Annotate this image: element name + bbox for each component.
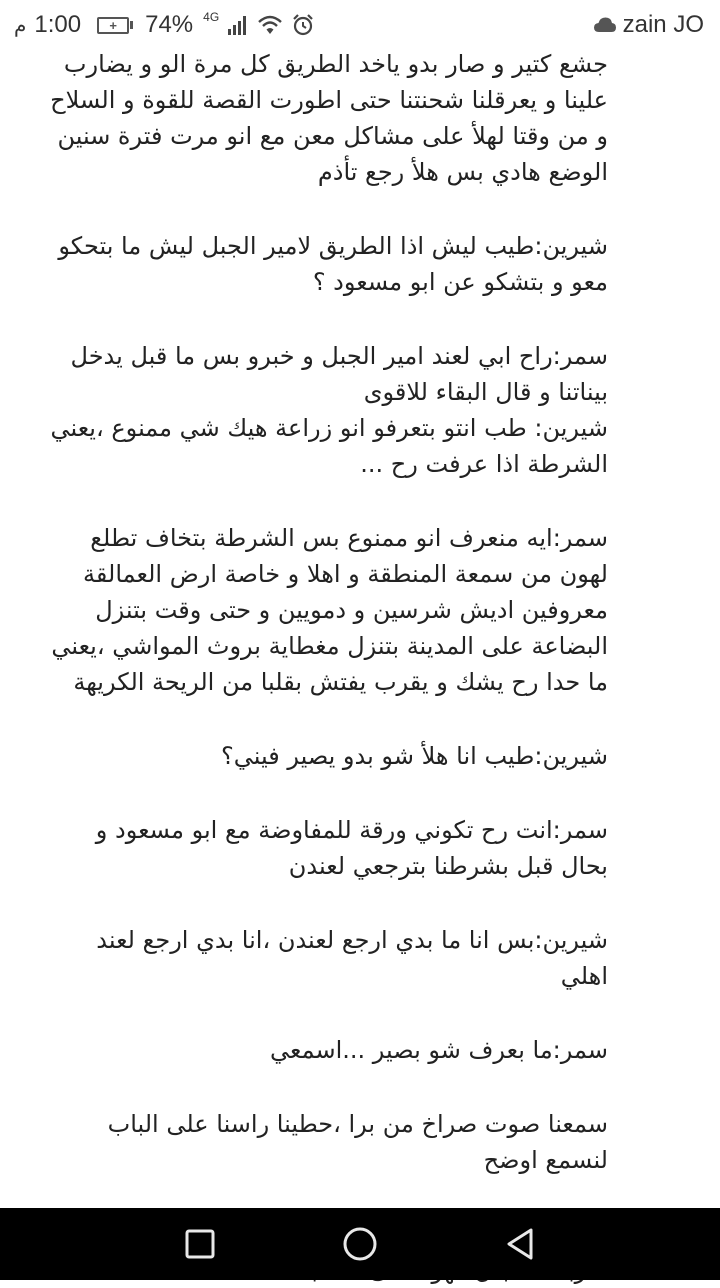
story-paragraph: شيرين:طيب ليش اذا الطريق لامير الجبل ليش ما بتحكو معو و بتشكو عن ابو مسعود ؟ [58,232,608,296]
story-paragraph: جشع كتير و صار بدو ياخد الطريق كل مرة الو و يضارب علينا و يعرقلنا شحنتنا حتى اطورت القصة للقوة و السلاح و من وقتا لهلأ على مشاكل معن مع انو مرت فترة سنين الوضع هادي بس هلأ رجع تأذم [50,50,608,186]
back-button[interactable] [500,1224,540,1264]
carrier-name: zain JO [622,11,704,38]
status-bar [0,0,720,50]
cloud-icon [593,16,617,34]
clock: 1:00 [34,11,82,38]
recent-apps-button[interactable] [180,1224,220,1264]
status-left-group [14,10,315,40]
story-paragraph: سمر:ما بعرف شو بصير ...اسمعي [270,1036,608,1064]
story-paragraph: سمر:انت رح تكوني ورقة للمفاوضة مع ابو مسعود و بحال قبل بشرطنا بترجعي لعندن [95,816,608,880]
wifi-icon [257,14,283,36]
alarm-icon [291,13,315,37]
battery-icon [97,17,133,34]
battery-tip [130,21,133,29]
story-paragraph: شيرين:بس انا ما بدي ارجع لعندن ،انا بدي ارجع لعند اهلي [96,926,608,990]
home-button[interactable] [340,1224,380,1264]
square-icon [185,1229,215,1259]
battery-percent: 74% [145,11,194,38]
story-paragraph: سمر:ايه منعرف انو ممنوع بس الشرطة بتخاف تطلع لهون من سمعة المنطقة و اهلا و خاصة ارض العمالقة معروفين اديش شرسين و دمويين و حتى وقت بتنزل البضاعة على المدينة بتنزل مغطاية بروث المواشي ،يعني ما حدا رح يشك و يقرب يفتش بقلبا من الريحة الكريهة [51,524,608,696]
navigation-bar [0,1208,720,1280]
story-paragraph: شيرين: طب انتو بتعرفو انو زراعة هيك شي ممنوع ،يعني الشرطة اذا عرفت رح ... [50,414,608,478]
status-right-group [593,10,704,40]
network-type: 4G [203,10,220,24]
battery-charging-icon: + [97,17,129,34]
story-content[interactable] [0,50,720,1208]
signal-icon [227,14,249,36]
ampm-label: م [14,14,27,37]
story-paragraph: سمر:راح ابي لعند امير الجبل و خبرو بس ما قبل يدخل بيناتنا و قال البقاء للاقوى [70,342,608,406]
story-text [0,46,720,1288]
back-triangle-icon [504,1227,536,1261]
story-paragraph: شيرين:طيب انا هلأ شو بدو يصير فيني؟ [221,742,608,770]
story-paragraph: سمعنا صوت صراخ من برا ،حطينا راسنا على الباب لنسمع اوضح [107,1110,608,1174]
circle-icon [342,1226,378,1262]
